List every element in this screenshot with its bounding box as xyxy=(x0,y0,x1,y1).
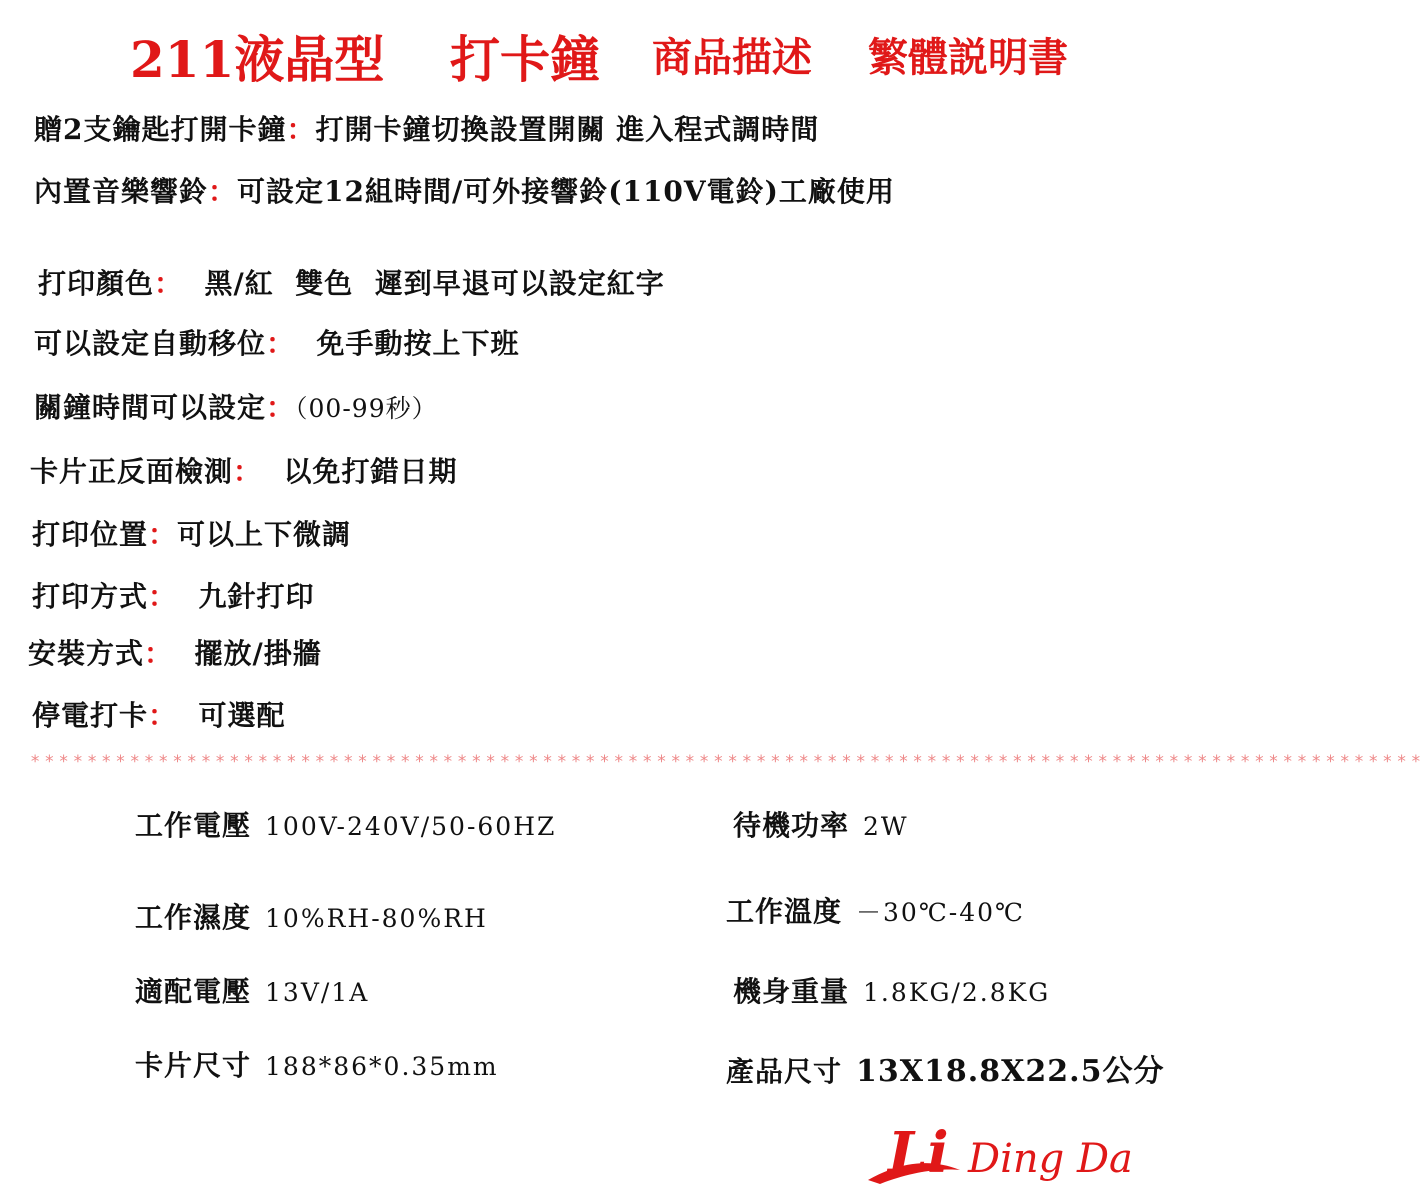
spec-voltage xyxy=(135,804,556,844)
spec-value: 10%RH-80%RH xyxy=(265,904,488,933)
feature-bell-duration xyxy=(34,386,438,426)
feature-music-bell xyxy=(34,170,895,210)
feature-label: 卡片正反面檢測 xyxy=(30,455,234,488)
feature-colon: ： xyxy=(208,175,238,208)
logo-wordmark: Ding Da xyxy=(968,1136,1133,1182)
feature-label: 打印顏色 xyxy=(38,267,155,300)
spec-card-size xyxy=(135,1044,499,1084)
spec-label: 工作電壓 xyxy=(135,809,252,842)
feature-colon: ： xyxy=(148,580,178,613)
spec-value: 1.8KG/2.8KG xyxy=(863,978,1051,1007)
page-title xyxy=(0,14,1200,89)
spec-standby-power xyxy=(733,804,909,844)
spec-label: 工作濕度 xyxy=(135,901,252,934)
feature-value: （00-99秒） xyxy=(295,394,438,423)
feature-label: 贈2支鑰匙打開卡鐘 xyxy=(34,113,287,146)
feature-label: 關鐘時間可以設定 xyxy=(34,391,267,424)
spec-weight xyxy=(733,970,1050,1010)
feature-label: 內置音樂響鈴 xyxy=(34,175,209,208)
spec-humidity xyxy=(135,896,488,936)
feature-label: 可以設定自動移位 xyxy=(34,327,267,360)
title-manual: 繁體説明書 xyxy=(868,34,1068,81)
feature-colon: ： xyxy=(144,637,174,670)
spec-value: 188*86*0.35mm xyxy=(265,1052,499,1081)
feature-colon: ： xyxy=(154,267,184,300)
star-separator: ************************************************************************************************** xyxy=(30,752,1425,772)
spec-label: 待機功率 xyxy=(733,809,850,842)
feature-keys xyxy=(34,108,819,148)
feature-value: 擺放/掛牆 xyxy=(173,637,322,670)
feature-colon: ： xyxy=(286,113,316,146)
spec-value: 13V/1A xyxy=(265,978,370,1007)
feature-value: 九針打印 xyxy=(177,580,315,613)
spec-temperature xyxy=(726,890,1025,930)
feature-print-color xyxy=(38,262,665,302)
feature-value: 可設定12組時間/可外接響鈴(110V電鈴)工廠使用 xyxy=(237,175,895,208)
spec-label: 卡片尺寸 xyxy=(135,1049,252,1082)
feature-print-position xyxy=(32,513,351,553)
spec-label: 適配電壓 xyxy=(135,975,252,1008)
feature-label: 打印位置 xyxy=(32,518,149,551)
feature-card-detection xyxy=(30,450,458,490)
title-product: 打卡鐘 xyxy=(450,30,600,89)
title-description: 商品描述 xyxy=(652,34,812,81)
logo-graphic xyxy=(860,1118,1180,1190)
spec-product-size xyxy=(726,1046,1164,1090)
logo-mark: Li xyxy=(888,1120,949,1186)
spec-adapter xyxy=(135,970,369,1010)
feature-value: 以免打錯日期 xyxy=(262,455,458,488)
lidingda-logo xyxy=(860,1118,1180,1190)
spec-label: 產品尺寸 xyxy=(726,1055,843,1088)
feature-colon: ： xyxy=(266,391,296,424)
feature-label: 打印方式 xyxy=(32,580,149,613)
feature-auto-shift xyxy=(34,322,520,362)
feature-print-method xyxy=(32,575,315,615)
spec-value: 100V-240V/50-60HZ xyxy=(265,812,557,841)
feature-label: 停電打卡 xyxy=(32,699,149,732)
spec-label: 機身重量 xyxy=(733,975,850,1008)
feature-value: 可以上下微調 xyxy=(177,518,352,551)
feature-value: 可選配 xyxy=(177,699,286,732)
spec-value: 13X18.8X22.5公分 xyxy=(856,1054,1165,1089)
feature-power-outage xyxy=(32,694,286,734)
title-model: 211液晶型 xyxy=(130,30,385,89)
feature-label: 安裝方式 xyxy=(28,637,145,670)
spec-label: 工作溫度 xyxy=(726,895,843,928)
feature-value: 黑/紅 雙色 遲到早退可以設定紅字 xyxy=(183,267,665,300)
feature-value: 免手動按上下班 xyxy=(295,327,520,360)
feature-colon: ： xyxy=(266,327,296,360)
feature-installation xyxy=(28,632,322,672)
feature-value: 打開卡鐘切換設置開關 進入程式調時間 xyxy=(315,113,820,146)
spec-value: 2W xyxy=(863,812,909,841)
feature-colon: ： xyxy=(233,455,263,488)
spec-value: －30℃-40℃ xyxy=(856,898,1026,927)
feature-colon: ： xyxy=(148,518,178,551)
feature-colon: ： xyxy=(148,699,178,732)
